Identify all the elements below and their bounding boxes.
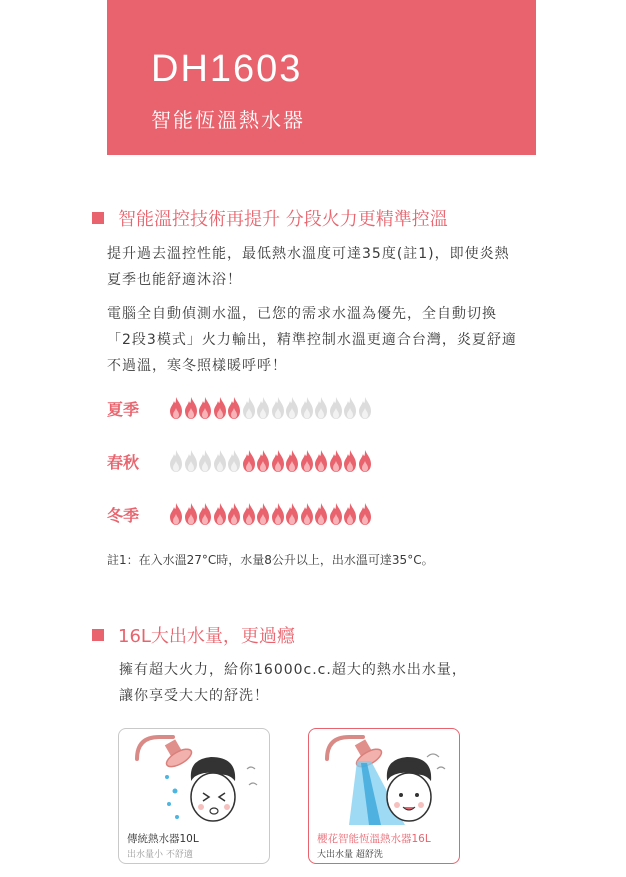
flame-meter [169,502,372,526]
flame-active-icon [227,502,241,526]
hero-banner [107,0,536,155]
flame-active-icon [314,449,328,473]
product-name: 智能恆溫熱水器 [151,108,305,132]
unhappy-shower-illustration-icon [119,729,270,829]
flame-active-icon [242,449,256,473]
flame-inactive-icon [285,396,299,420]
happy-shower-illustration-icon [309,729,460,829]
section2-heading-text: 16L大出水量，更過癮 [118,626,295,647]
flame-inactive-icon [184,449,198,473]
square-bullet-icon [92,629,104,641]
flame-active-icon [300,449,314,473]
footnote: 註1：在入水溫27°C時，水量8公升以上，出水溫可達35°C。 [107,553,434,567]
flame-active-icon [227,396,241,420]
season-label: 夏季 [107,399,140,419]
flame-active-icon [358,502,372,526]
season-label: 春秋 [107,452,140,472]
flame-meter [169,396,372,420]
section2-heading [92,622,295,648]
flame-active-icon [242,502,256,526]
square-bullet-icon [92,212,104,224]
flame-active-icon [329,502,343,526]
model-number: DH1603 [151,48,303,90]
flame-inactive-icon [300,396,314,420]
paragraph-line: 擁有超大火力，給你16000c.c.超大的熱水出水量， [119,662,467,678]
paragraph-line: 提升過去溫控性能，最低熱水溫度可達35度(註1)，即使炎熱 [107,246,510,262]
flame-row-spring-autumn [107,449,372,473]
season-label: 冬季 [107,505,140,525]
flame-inactive-icon [271,396,285,420]
flame-inactive-icon [198,449,212,473]
flame-active-icon [285,502,299,526]
section1-heading-text: 智能溫控技術再提升 分段火力更精準控溫 [118,209,448,230]
flame-active-icon [184,396,198,420]
flame-active-icon [358,449,372,473]
flame-inactive-icon [343,396,357,420]
paragraph-line: 「2段3模式」火力輸出，精準控制水溫更適合台灣，炎夏舒適 [107,332,517,348]
flame-active-icon [314,502,328,526]
flame-active-icon [184,502,198,526]
flame-inactive-icon [256,396,270,420]
comparison-card-traditional [118,728,270,864]
flame-active-icon [213,502,227,526]
flame-meter [169,449,372,473]
flame-active-icon [198,502,212,526]
flame-inactive-icon [213,449,227,473]
flame-active-icon [256,502,270,526]
section1-heading [92,205,448,231]
card-subtitle: 出水量小 不舒適 [127,850,193,860]
card-subtitle: 大出水量 超舒洗 [317,850,383,860]
flame-inactive-icon [314,396,328,420]
flame-inactive-icon [358,396,372,420]
flame-inactive-icon [329,396,343,420]
flame-row-winter [107,502,372,526]
paragraph-line: 電腦全自動偵測水溫，已您的需求水溫為優先，全自動切換 [107,306,497,322]
section1-paragraph-1 [107,241,510,293]
section1-paragraph-2 [107,301,517,379]
flame-active-icon [169,502,183,526]
flame-active-icon [343,449,357,473]
flame-active-icon [329,449,343,473]
card-title: 傳統熱水器10L [127,833,199,845]
flame-active-icon [198,396,212,420]
flame-active-icon [300,502,314,526]
flame-active-icon [213,396,227,420]
paragraph-line: 不過溫，寒冬照樣暖呼呼！ [107,358,287,374]
comparison-card-sakura [308,728,460,864]
flame-active-icon [256,449,270,473]
flame-active-icon [343,502,357,526]
flame-row-summer [107,396,372,420]
paragraph-line: 讓你享受大大的舒洗！ [119,688,269,704]
flame-inactive-icon [169,449,183,473]
flame-inactive-icon [227,449,241,473]
card-title: 櫻花智能恆溫熱水器16L [317,833,431,845]
flame-active-icon [271,449,285,473]
flame-active-icon [271,502,285,526]
flame-inactive-icon [242,396,256,420]
flame-active-icon [285,449,299,473]
flame-active-icon [169,396,183,420]
paragraph-line: 夏季也能舒適沐浴！ [107,272,242,288]
section2-paragraph [119,657,467,709]
